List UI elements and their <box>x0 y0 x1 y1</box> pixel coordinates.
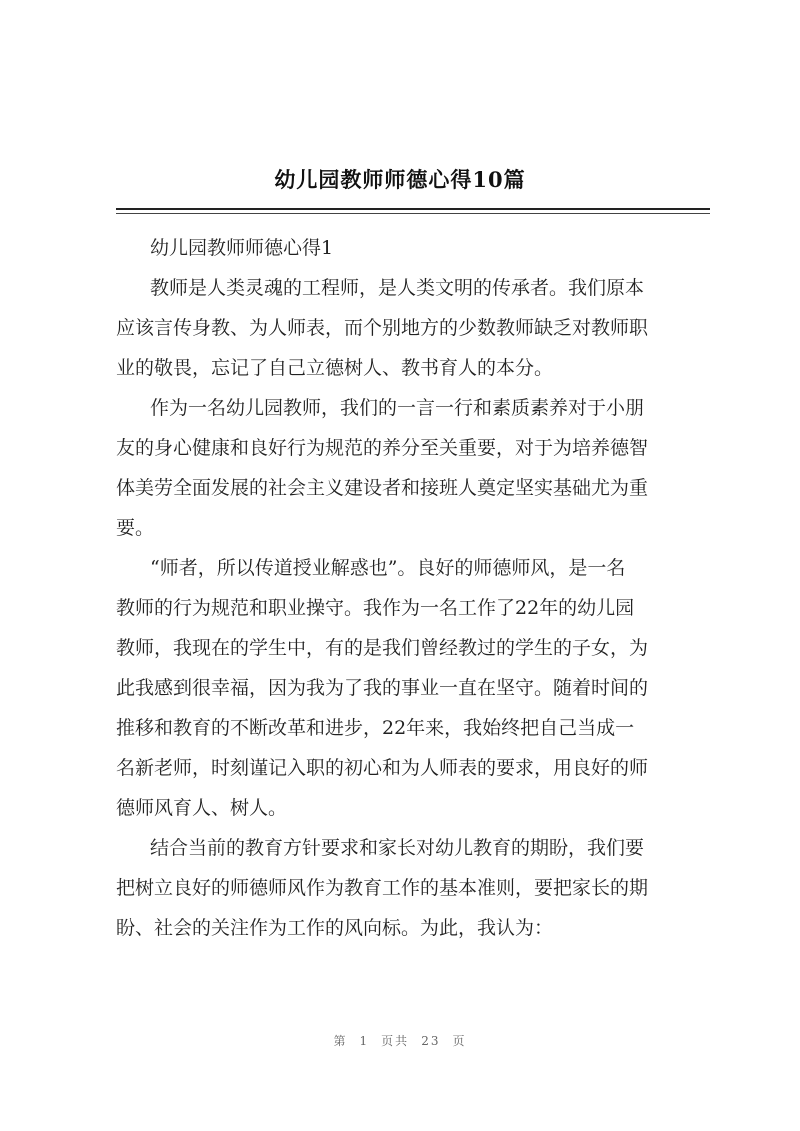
paragraph-3 <box>116 548 710 828</box>
title-rule-thin <box>116 213 710 214</box>
paragraph-line: 应该言传身教、为人师表，而个别地方的少数教师缺乏对教师职 <box>116 317 649 339</box>
paragraph-line: 名新老师，时刻谨记入职的初心和为人师表的要求，用良好的师 <box>116 757 649 779</box>
paragraph-line: 体美劳全面发展的社会主义建设者和接班人奠定坚实基础尤为重 <box>116 477 649 499</box>
paragraph-line: 友的身心健康和良好行为规范的养分至关重要，对于为培养德智 <box>116 437 649 459</box>
paragraph-4 <box>116 828 710 948</box>
paragraph-1 <box>116 268 710 388</box>
document-title: 幼儿园教师师德心得10篇 <box>274 167 526 192</box>
document-body <box>116 228 710 948</box>
paragraph-line: 教师是人类灵魂的工程师，是人类文明的传承者。我们原本 <box>150 277 645 299</box>
paragraph-line: 德师风育人、树人。 <box>116 797 288 819</box>
footer-suffix: 页 <box>452 1034 467 1048</box>
paragraph-line: 教师的行为规范和职业操守。我作为一名工作了22年的幼儿园 <box>116 597 635 619</box>
footer-page-number: 1 <box>359 1034 370 1048</box>
paragraph-2 <box>116 388 710 548</box>
footer-total-pages: 23 <box>421 1034 441 1048</box>
paragraph-line: 教师，我现在的学生中，有的是我们曾经教过的学生的子女，为 <box>116 637 649 659</box>
paragraph-line: 盼、社会的关注作为工作的风向标。为此，我认为： <box>116 917 554 939</box>
paragraph-line: 把树立良好的师德师风作为教育工作的基本准则，要把家长的期 <box>116 877 649 899</box>
page-footer <box>0 1032 800 1049</box>
paragraph-line: 要。 <box>116 517 155 539</box>
paragraph-line: 推移和教育的不断改革和进步，22年来，我始终把自己当成一 <box>116 717 635 739</box>
paragraph-line: 此我感到很幸福，因为我为了我的事业一直在坚守。随着时间的 <box>116 677 649 699</box>
paragraph-line: 业的敬畏，忘记了自己立德树人、教书育人的本分。 <box>116 357 554 379</box>
paragraph-line: 结合当前的教育方针要求和家长对幼儿教育的期盼，我们要 <box>150 837 645 859</box>
paragraph-line: 作为一名幼儿园教师，我们的一言一行和素质素养对于小朋 <box>150 397 645 419</box>
title-rule-thick <box>116 208 710 210</box>
footer-middle: 页共 <box>381 1034 410 1048</box>
section-heading: 幼儿园教师师德心得1 <box>150 237 334 259</box>
paragraph-line: “师者，所以传道授业解惑也”。良好的师德师风，是一名 <box>150 557 626 579</box>
footer-prefix: 第 <box>333 1034 348 1048</box>
